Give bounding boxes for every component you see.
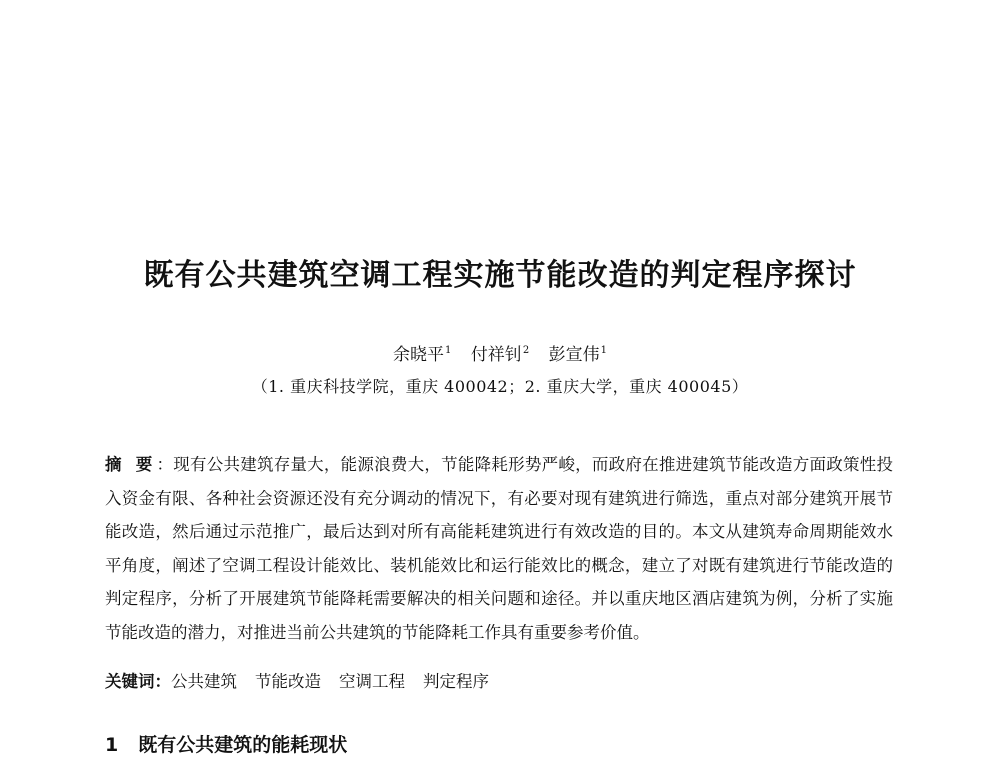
author-list [0,340,1000,365]
keyword-item: 空调工程 [339,672,405,691]
keywords [105,668,893,692]
section-number: 1 [105,734,119,756]
author-name: 彭宣伟 [548,345,600,365]
author-3 [549,345,607,365]
abstract-text: ：现有公共建筑存量大，能源浪费大，节能降耗形势严峻，而政府在推进建筑节能改造方面政策性投入资金有限、各种社会资源还没有充分调动的情况下，有必要对现有建筑进行筛选，重点对部分建筑开展节能改造，然后通过示范推广，最后达到对所有高能耗建筑进行有效改造的目的。本文从建筑寿命周期能效水平角度，阐述了空调工程设计能效比、装机能效比和运行能效比的概念，建立了对既有建筑进行节能改造的判定程序，分析了开展建筑节能降耗需要解决的相关问题和途径。并以重庆地区酒店建筑为例，分析了实施节能改造的潜力，对推进当前公共建筑的节能降耗工作具有重要参考价值。 [105,455,894,642]
abstract-label: 摘 要 [105,455,157,474]
author-affiliation-mark: 1 [445,345,452,357]
keyword-item: 判定程序 [423,672,489,691]
section-title: 既有公共建筑的能耗现状 [138,734,348,756]
section-heading [105,730,893,757]
author-name: 余晓平 [393,345,445,365]
keyword-item: 节能改造 [255,672,321,691]
author-affiliation-mark: 1 [600,345,607,357]
abstract [105,448,893,649]
paper-title: 既有公共建筑空调工程实施节能改造的判定程序探讨 [143,258,857,293]
author-1 [393,345,451,365]
author-name: 付祥钊 [470,345,522,365]
author-affiliation-mark: 2 [522,345,530,357]
keyword-item: 公共建筑 [171,672,237,691]
affiliations: （1. 重庆科技学院，重庆 400042；2. 重庆大学，重庆 400045） [251,377,749,396]
author-2 [471,345,529,365]
keywords-label: 关键词： [105,672,171,691]
